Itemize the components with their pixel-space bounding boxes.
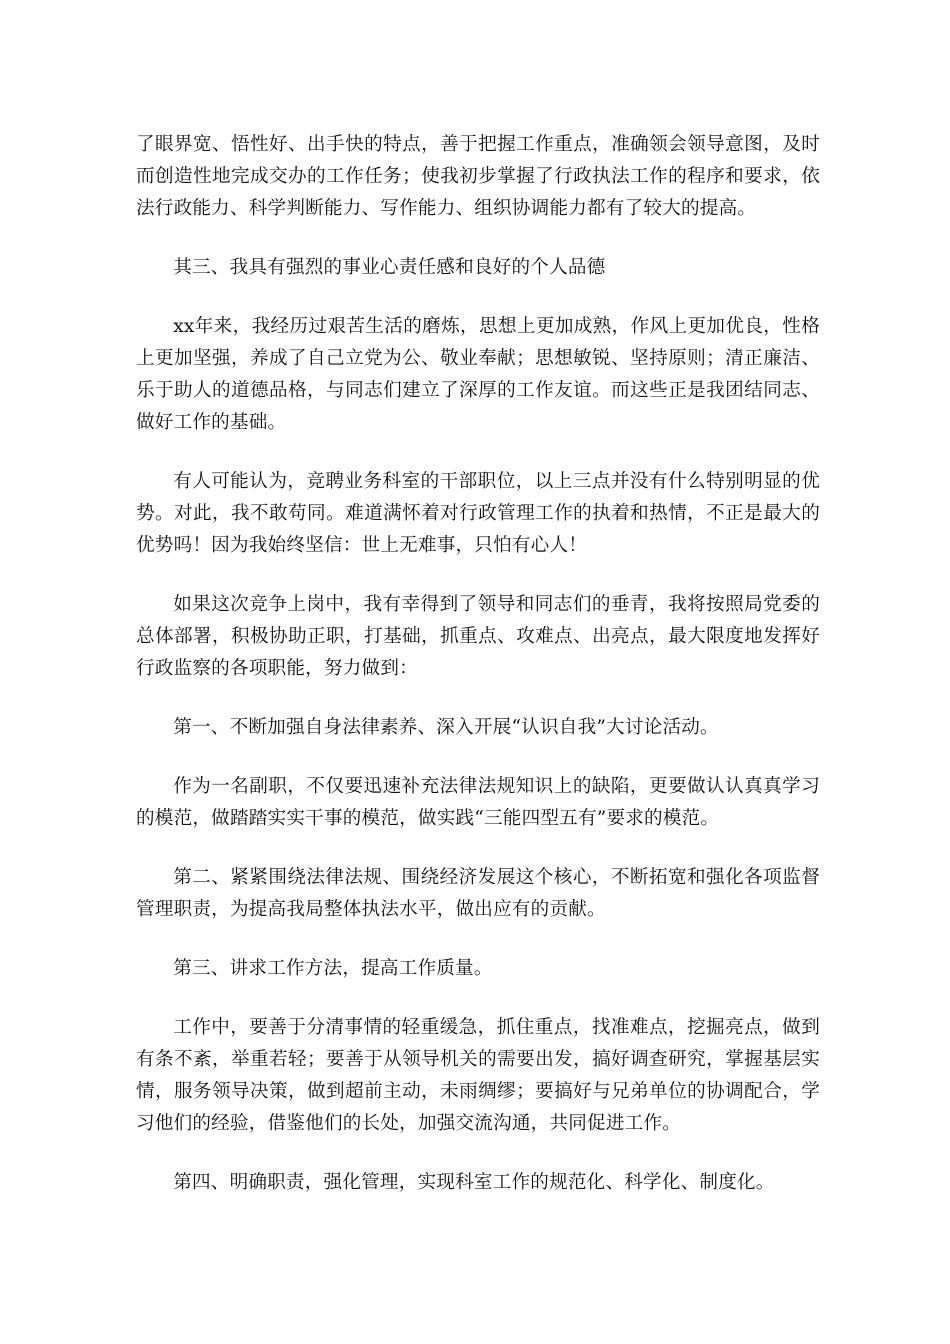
goal-heading-3: 第三、讲求工作方法，提高工作质量。 [173, 958, 493, 979]
paragraph: 工作中，要善于分清事情的轻重缓急，抓住重点，找准难点，挖掘亮点，做到有条不紊，举重若轻；要善于从领导机关的需要出发，搞好调查研究，掌握基层实情，服务领导决策，做到超前主动，未雨绸缪；要搞好与兄弟单位的协调配合，学习他们的经验，借鉴他们的长处，加强交流沟通，共同促进工作。 [136, 1017, 820, 1134]
goal-heading-4: 第四、明确职责，强化管理，实现科室工作的规范化、科学化、制度化。 [173, 1172, 775, 1193]
paragraph: 如果这次竞争上岗中，我有幸得到了领导和同志们的垂青，我将按照局党委的总体部署，积极协助正职，打基础，抓重点、攻难点、出亮点，最大限度地发挥好行政监察的各项职能，努力做到： [136, 594, 820, 679]
document-body [136, 129, 820, 1226]
paragraph: 作为一名副职，不仅要迅速补充法律法规知识上的缺陷，更要做认认真真学习的模范，做踏踏实实干事的模范，做实践“三能四型五有”要求的模范。 [136, 776, 820, 829]
paragraph-continued: 了眼界宽、悟性好、出手快的特点，善于把握工作重点，准确领会领导意图，及时而创造性地完成交办的工作任务；使我初步掌握了行政执法工作的程序和要求，依法行政能力、科学判断能力、写作能力、组织协调能力都有了较大的提高。 [136, 134, 820, 219]
section-heading-3: 其三、我具有强烈的事业心责任感和良好的个人品德 [173, 257, 606, 278]
goal-heading-1: 第一、不断加强自身法律素养、深入开展“认识自我”大讨论活动。 [173, 717, 719, 738]
paragraph: xx年来，我经历过艰苦生活的磨炼，思想上更加成熟，作风上更加优良，性格上更加坚强，养成了自己立党为公、敬业奉献；思想敏锐、坚持原则；清正廉洁、乐于助人的道德品格，与同志们建立了深厚的工作友谊。而这些正是我团结同志、做好工作的基础。 [136, 316, 820, 433]
paragraph: 有人可能认为，竞聘业务科室的干部职位，以上三点并没有什么特别明显的优势。对此，我不敢苟同。难道满怀着对行政管理工作的执着和热情，不正是最大的优势吗！因为我始终坚信：世上无难事，只怕有心人！ [136, 471, 820, 556]
goal-heading-2: 第二、紧紧围绕法律法规、围绕经济发展这个核心，不断拓宽和强化各项监督管理职责，为提高我局整体执法水平，做出应有的贡献。 [136, 867, 820, 920]
